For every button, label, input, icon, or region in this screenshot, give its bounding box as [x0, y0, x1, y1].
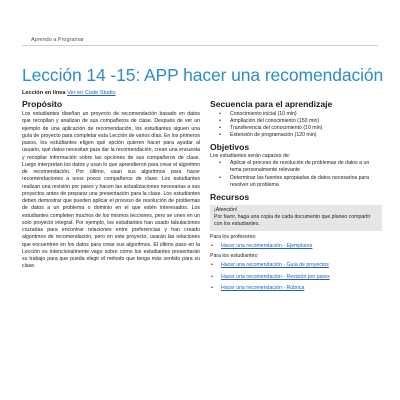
list-item: • Extensión de programación (120 min) [219, 132, 317, 139]
resource-link[interactable]: Hacer una recomendación - Revisión por pares [221, 273, 330, 280]
lesson-title: Lección 14 -15: APP hacer una recomendación [22, 65, 384, 85]
header-divider [22, 45, 378, 46]
list-item [210, 241, 382, 253]
bullet-icon: • [219, 160, 221, 167]
bullet-icon: • [219, 111, 221, 117]
list-item: • Conocimiento inicial (10 min) [219, 111, 297, 117]
online-lesson-label: Lección en línea [22, 90, 66, 96]
sequence-heading: Secuencia para el aprendizaje [210, 99, 333, 109]
list-item: • Transferencia del conocimiento (10 min) [219, 125, 323, 132]
sequence-list [210, 111, 382, 139]
list-item [210, 283, 382, 295]
list-item [210, 272, 382, 284]
bullet-icon: • [211, 285, 213, 292]
bullet-icon: • [219, 174, 221, 181]
bullet-icon: • [211, 273, 213, 280]
students-links [210, 260, 382, 295]
purpose-heading: Propósito [22, 99, 63, 109]
bullet-icon: • [211, 262, 213, 269]
purpose-text: Los estudiantes diseñan un proyecto de recomendación basado en datos que recopilan y analizan de sus compañeros de clase. Después de ver un ejemplo de una aplicación de recomendación, los estudiantes siguen una guía de proyecto para completar esta Lección de varios días. En los primeros pasos, los estudiantes eligen qué opción quieren hacer para ayudar al usuario, qué datos necesitan para dar la recomendación, crean una encuesta y recopilar información sobre las opciones de sus compañeros de clase. Luego interpretan los datos y usan lo que aprendieron para crear el algoritmo de recomendación. Por último, usan sus algoritmos para hacer recomendaciones a unos pocos compañeros de clase. Los estudiantes realizan una revisión por pares y hacen las actualizaciones necesarias a sus proyectos antes de preparar una presentación para la clase. Los estudiantes deben demostrar que pueden aplicar el proceso de resolución de problemas de datos a un problema o dominio en el que estén interesados. Los estudiantes completen muchos de los mismos lecciones, pero se unen en un solo proyecto integral. Por ejemplo, los estudiantes han usado tabulaciones cruzadas para encontrar relaciones entre preferencias y han creado algoritmos de recomendación, pero en este proyecto, usarán las relaciones que encuentren en los datos para crear sus algoritmos. El último paso en la Lección es intencionalmente vago sobre cómo los estudiantes presentarán su trabajo para que pueda elegir el método que tenga más sentido para su clase. [22, 111, 200, 270]
list-item [210, 260, 382, 272]
note-text: Por favor, haga una copia de cada documento que planeo compartir con los estudiantes. [214, 213, 371, 227]
right-column [210, 99, 382, 295]
online-lesson-line [22, 90, 116, 96]
list-item: • Determinar las fuentes apropiadas de datos necesarios para resolver un problema [219, 174, 369, 188]
resource-link[interactable]: Hacer una recomendación - Guía de proyectos [221, 262, 329, 269]
resources-heading: Recursos [210, 191, 250, 202]
bullet-icon: • [219, 132, 221, 139]
bullet-icon: • [211, 242, 213, 249]
course-header: Aprendo a Programar [31, 37, 84, 43]
bullet-icon: • [219, 125, 221, 132]
resource-link[interactable]: Hacer una recomendación - Ejemplares [221, 242, 313, 249]
code-studio-link[interactable]: Ver en Code Studio [67, 90, 116, 96]
teachers-label: Para los profesores: [210, 233, 257, 240]
bullet-icon: • [219, 118, 221, 125]
attention-note [210, 205, 382, 231]
objectives-list [210, 160, 382, 188]
objectives-heading: Objetivos [210, 142, 250, 153]
objectives-intro: Los estudiantes serán capaces de: [210, 153, 291, 160]
list-item: • Aplicar el proceso de resolución de problemas de datos a un tema personalmente relevante [219, 160, 370, 174]
note-title: ¡Atención! [214, 206, 238, 213]
resource-link[interactable]: Hacer una recomendación - Rúbrica [221, 285, 305, 292]
students-label: Para los estudiantes: [210, 253, 259, 260]
teachers-links [210, 241, 382, 253]
list-item: • Ampliación del conocimiento (150 min) [219, 118, 320, 125]
left-column [22, 99, 200, 271]
